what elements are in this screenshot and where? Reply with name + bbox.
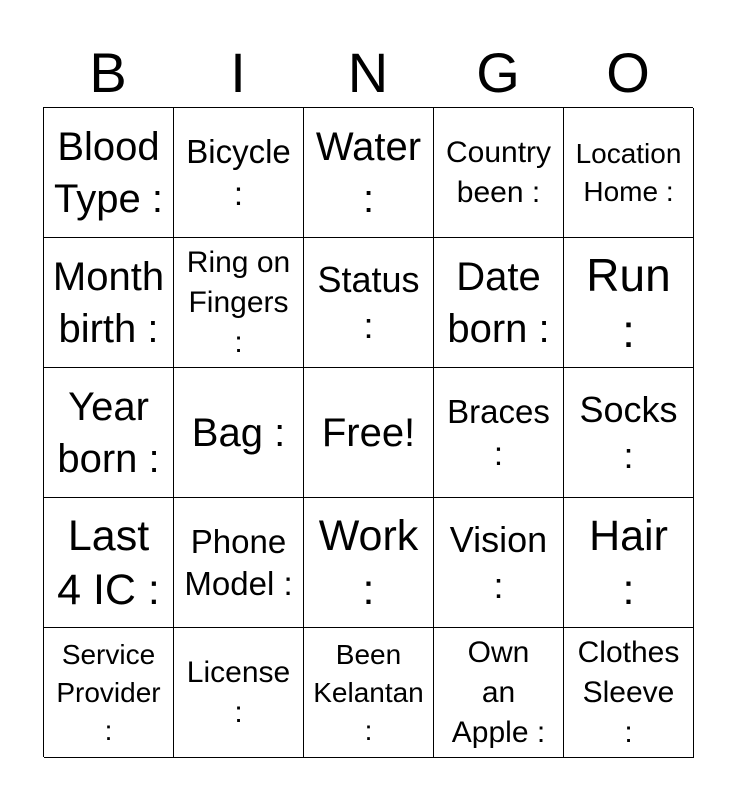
free-space: Free! [321, 410, 416, 455]
bingo-cell-r4-c2[interactable] [304, 628, 434, 758]
bingo-cell-r0-c0[interactable] [44, 108, 174, 238]
header-letter-o: O [606, 41, 650, 104]
cell-text: Clothes Sleeve : [577, 635, 680, 749]
cell-text: Last 4 IC : [57, 511, 160, 614]
header-letter-b: B [89, 41, 127, 104]
bingo-cell-r3-c1[interactable] [174, 498, 304, 628]
cell-text: Country been : [445, 135, 552, 209]
cell-text: Work : [318, 511, 419, 614]
bingo-cell-r0-c4[interactable] [564, 108, 694, 238]
cell-text: Own an Apple : [451, 635, 546, 749]
cell-text: Socks : [579, 388, 678, 476]
bingo-cell-r3-c0[interactable] [44, 498, 174, 628]
bingo-cell-r1-c1[interactable] [174, 238, 304, 368]
bingo-cell-r1-c0[interactable] [44, 238, 174, 368]
cell-text: Blood Type : [54, 124, 163, 221]
bingo-cell-r0-c1[interactable] [174, 108, 304, 238]
cell-text: Date born : [447, 254, 550, 351]
bingo-cell-r4-c3[interactable] [434, 628, 564, 758]
cell-text: Phone Model : [184, 522, 293, 602]
bingo-cell-r0-c2[interactable] [304, 108, 434, 238]
cell-text: Hair : [589, 511, 668, 614]
bingo-cell-r4-c0[interactable] [44, 628, 174, 758]
bingo-cell-r2-c2[interactable] [304, 368, 434, 498]
bingo-cell-r3-c2[interactable] [304, 498, 434, 628]
cell-text: Service Provider : [56, 638, 161, 746]
cell-text: Status : [317, 258, 420, 346]
bingo-cell-r3-c4[interactable] [564, 498, 694, 628]
bingo-cell-r1-c4[interactable] [564, 238, 694, 368]
cell-text: Ring on Fingers : [186, 245, 291, 359]
bingo-cell-r2-c4[interactable] [564, 368, 694, 498]
cell-text: Braces : [447, 392, 550, 472]
bingo-header [43, 40, 693, 106]
bingo-cell-r4-c1[interactable] [174, 628, 304, 758]
bingo-cell-r4-c4[interactable] [564, 628, 694, 758]
cell-text: Been Kelantan : [313, 638, 424, 746]
cell-text: Month birth : [52, 254, 165, 351]
cell-text: Bag : [191, 410, 286, 455]
cell-text: Location Home : [575, 137, 682, 207]
cell-text: Water : [315, 124, 422, 221]
cell-text: Run : [586, 248, 671, 357]
cell-text: Year born : [57, 384, 160, 481]
header-letter-g: G [476, 41, 520, 104]
bingo-cell-r1-c3[interactable] [434, 238, 564, 368]
bingo-cell-r2-c0[interactable] [44, 368, 174, 498]
bingo-grid [43, 107, 693, 757]
cell-text: License : [186, 655, 291, 729]
bingo-cell-r2-c3[interactable] [434, 368, 564, 498]
cell-text: Vision : [449, 518, 548, 606]
header-letter-i: I [230, 41, 246, 104]
bingo-cell-r3-c3[interactable] [434, 498, 564, 628]
bingo-cell-r1-c2[interactable] [304, 238, 434, 368]
bingo-cell-r2-c1[interactable] [174, 368, 304, 498]
header-letter-n: N [347, 41, 389, 104]
cell-text: Bicycle : [186, 132, 291, 212]
bingo-cell-r0-c3[interactable] [434, 108, 564, 238]
